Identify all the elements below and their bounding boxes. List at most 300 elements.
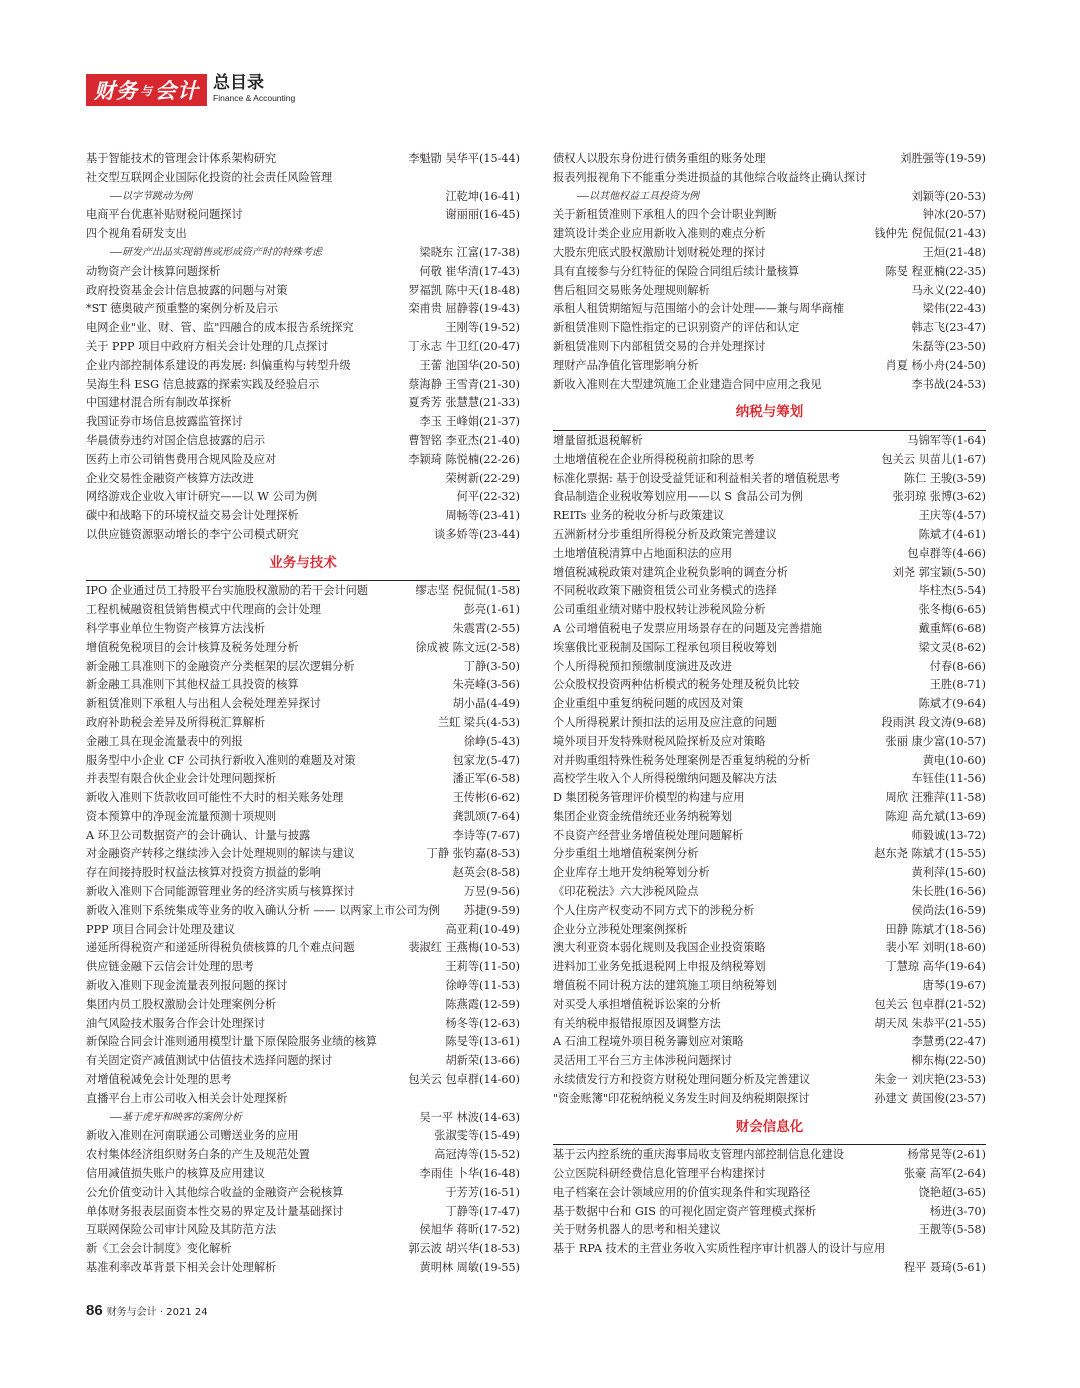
toc-entry bbox=[553, 639, 986, 658]
toc-entry bbox=[86, 507, 520, 526]
toc-entry bbox=[553, 1071, 986, 1090]
toc-entry bbox=[553, 977, 986, 996]
toc-entry bbox=[86, 488, 520, 507]
article-title: 新收入准则在河南联通公司赠送业务的应用 bbox=[86, 1129, 299, 1143]
article-title: 政府投资基金会计信息披露的问题与对策 bbox=[86, 283, 288, 297]
article-authors: 师毅诚(13-72) bbox=[909, 827, 986, 846]
toc-entry bbox=[553, 507, 986, 526]
article-authors: 丁静 张钧嘉(8-53) bbox=[425, 845, 520, 864]
article-title: 供应链金融下云信会计处理的思考 bbox=[86, 960, 254, 974]
article-title: REITs 业务的税收分析与政策建议 bbox=[553, 509, 725, 523]
logo-text-connector: 与 bbox=[140, 83, 154, 98]
article-authors: 马锦军等(1-64) bbox=[905, 432, 986, 451]
article-authors: 蔡海静 王雪青(21-30) bbox=[406, 376, 520, 395]
toc-entry bbox=[86, 1127, 520, 1146]
toc-entry bbox=[86, 827, 520, 846]
article-authors: 肖夏 杨小舟(24-50) bbox=[884, 357, 986, 376]
article-title: 新收入准则在大型建筑施工企业建造合同中应用之我见 bbox=[553, 377, 822, 391]
article-authors: 丁静(3-50) bbox=[462, 658, 520, 677]
article-title: 境外项目开发特殊财税风险探析及应对策略 bbox=[553, 734, 766, 748]
toc-left-column bbox=[86, 150, 520, 1278]
article-title: 埃塞俄比亚税制及国际工程承包项目税收筹划 bbox=[553, 640, 777, 654]
article-authors: 段雨淇 段文涛(9-68) bbox=[879, 714, 986, 733]
article-authors: 包关云 包卓群(21-52) bbox=[872, 996, 986, 1015]
article-title: 分步重组土地增值税案例分析 bbox=[553, 847, 699, 861]
article-title: 新保险合同会计准则通用模型计量下原保险服务业绩的核算 bbox=[86, 1035, 377, 1049]
toc-entry bbox=[86, 282, 520, 301]
page-title: 总目录 bbox=[213, 73, 265, 93]
toc-entry bbox=[553, 695, 986, 714]
article-title: 食品制造企业税收筹划应用——以 S 食品公司为例 bbox=[553, 490, 803, 504]
toc-entry bbox=[553, 752, 986, 771]
article-authors: 李魁勖 吴华平(15-44) bbox=[406, 150, 520, 169]
article-authors: 李慧勇(22-47) bbox=[909, 1033, 986, 1052]
article-title: 不良资产经营业务增值税处理问题解析 bbox=[553, 828, 744, 842]
toc-entry bbox=[86, 394, 520, 413]
article-authors: 朱震霄(2-55) bbox=[451, 620, 520, 639]
article-title: 直播平台上市公司收入相关会计处理探析 bbox=[86, 1091, 288, 1105]
article-title: ——研发产出品实现销售或形成资产时的特殊考虑 bbox=[110, 246, 323, 258]
article-title: 高校学生收入个人所得税缴纳问题及解决方法 bbox=[553, 772, 777, 786]
toc-entry bbox=[86, 601, 520, 620]
toc-entry bbox=[86, 338, 520, 357]
toc-entry bbox=[86, 319, 520, 338]
toc-entry bbox=[86, 620, 520, 639]
article-title: 新《工会会计制度》变化解析 bbox=[86, 1242, 232, 1256]
article-title: 理财产品净值化管理影响分析 bbox=[553, 358, 699, 372]
article-authors: 龚凯颂(7-64) bbox=[451, 808, 520, 827]
toc-entry bbox=[553, 263, 986, 282]
article-authors: 王烜(21-48) bbox=[921, 244, 986, 263]
toc-subtitle-row bbox=[86, 244, 520, 263]
article-authors: 赵英会(8-58) bbox=[451, 864, 520, 883]
article-authors: 高冠涛等(15-52) bbox=[432, 1146, 520, 1165]
article-authors: 李诗等(7-67) bbox=[451, 827, 520, 846]
article-title: 增值税减税政策对建筑企业税负影响的调查分析 bbox=[553, 565, 788, 579]
article-title: 有关纳税申报错报原因及调整方法 bbox=[553, 1016, 721, 1030]
section-divider bbox=[553, 430, 986, 431]
article-authors: 陈旻 程亚楠(22-35) bbox=[884, 263, 986, 282]
toc-entry bbox=[86, 789, 520, 808]
article-title: 大股东兜底式股权激励计划财税处理的探讨 bbox=[553, 245, 766, 259]
article-title: 不同税收政策下融资租赁公司业务模式的选择 bbox=[553, 584, 777, 598]
toc-entry bbox=[86, 639, 520, 658]
toc-entry bbox=[553, 526, 986, 545]
toc-entry bbox=[86, 695, 520, 714]
article-title: 动物资产会计核算问题探析 bbox=[86, 264, 221, 278]
article-title: 电网企业"业、财、管、监"四融合的成本报告系统探究 bbox=[86, 321, 354, 335]
article-title: 新金融工具准则下其他权益工具投资的核算 bbox=[86, 678, 299, 692]
article-title: 对买受人承担增值税诉讼案的分析 bbox=[553, 997, 721, 1011]
article-title: 企业分立涉税处理案例探析 bbox=[553, 922, 688, 936]
article-authors: 包关云 包卓群(14-60) bbox=[406, 1071, 520, 1090]
page-footer bbox=[86, 1302, 208, 1319]
article-title: 灵活用工平台三方主体涉税问题探讨 bbox=[553, 1054, 733, 1068]
toc-entry bbox=[553, 1221, 986, 1240]
article-authors: 张丽 康少富(10-57) bbox=[884, 733, 986, 752]
article-title: 电子档案在会计领域应用的价值实现条件和实现路径 bbox=[553, 1185, 811, 1199]
article-title: 新收入准则下现金流量表列报问题的探讨 bbox=[86, 979, 288, 993]
toc-entry bbox=[86, 263, 520, 282]
article-authors: 万昱(9-56) bbox=[462, 883, 520, 902]
article-authors: 刘胜强等(19-59) bbox=[898, 150, 986, 169]
article-title: 报表列报视角下不能重分类进损益的其他综合收益终止确认探讨 bbox=[553, 170, 867, 184]
article-authors: 柳东梅(22-50) bbox=[909, 1052, 986, 1071]
article-title: 我国证券市场信息披露监管探讨 bbox=[86, 415, 243, 429]
toc-entry bbox=[86, 770, 520, 789]
toc-entry bbox=[86, 206, 520, 225]
article-title: 信用减值损失账户的核算及应用建议 bbox=[86, 1167, 266, 1181]
article-authors: 徐峥(5-43) bbox=[462, 733, 520, 752]
article-authors: 侯旭华 蒋昕(17-52) bbox=[418, 1221, 520, 1240]
article-title: 公允价值变动计入其他综合收益的金融资产会税核算 bbox=[86, 1185, 344, 1199]
article-authors: 李颖琦 陈悦楠(22-26) bbox=[406, 451, 520, 470]
article-authors: 徐成被 陈文远(2-58) bbox=[413, 639, 520, 658]
article-title: 集团企业资金统借统还业务纳税筹划 bbox=[553, 809, 733, 823]
toc-entry bbox=[553, 1165, 986, 1184]
article-title: 基于数据中台和 GIS 的可视化固定资产管理模式探析 bbox=[553, 1204, 817, 1218]
toc-entry bbox=[553, 1146, 986, 1165]
toc-entry bbox=[86, 902, 520, 921]
article-authors: 韩志飞(23-47) bbox=[909, 319, 986, 338]
page-number: 86 bbox=[86, 1302, 103, 1319]
toc-subtitle-row bbox=[86, 1109, 520, 1128]
article-authors: 刘颖等(20-53) bbox=[909, 188, 986, 207]
article-title: 中国建材混合所有制改革探析 bbox=[86, 396, 232, 410]
article-authors: 裴淑红 王燕梅(10-53) bbox=[406, 939, 520, 958]
article-title: 服务型中小企业 CF 公司执行新收入准则的难题及对策 bbox=[86, 753, 356, 767]
article-title: 对并购重组特殊性税务处理案例是否重复纳税的分析 bbox=[553, 753, 811, 767]
toc-entry bbox=[86, 1090, 520, 1109]
article-authors: 毕柱杰(5-54) bbox=[917, 582, 986, 601]
toc-entry bbox=[86, 376, 520, 395]
article-authors: 王胜(8-71) bbox=[928, 676, 986, 695]
article-title: 基准利率改革背景下相关会计处理解析 bbox=[86, 1261, 277, 1275]
article-title: D 集团税务管理评价模型的构建与应用 bbox=[553, 791, 745, 805]
article-authors: 吴一平 林波(14-63) bbox=[418, 1109, 520, 1128]
article-authors: 丁静等(17-47) bbox=[443, 1203, 520, 1222]
article-authors: 高亚莉(10-49) bbox=[443, 921, 520, 940]
toc-entry bbox=[553, 282, 986, 301]
article-title: "资金账簿"印花税纳税义务发生时间及纳税期限探讨 bbox=[553, 1091, 810, 1105]
article-authors: 王刚等(19-52) bbox=[443, 319, 520, 338]
section-divider bbox=[553, 1144, 986, 1145]
toc-entry bbox=[553, 714, 986, 733]
article-authors: 王靓等(5-58) bbox=[917, 1221, 986, 1240]
toc-entry bbox=[553, 470, 986, 489]
article-title: 政府补助税会差异及所得税汇算解析 bbox=[86, 715, 266, 729]
article-authors: 张淑雯等(15-49) bbox=[432, 1127, 520, 1146]
article-title: 吴海生科 ESG 信息披露的探索实践及经验启示 bbox=[86, 377, 320, 391]
article-title: 农村集体经济组织财务白条的产生及规范处置 bbox=[86, 1148, 310, 1162]
article-authors: 缪志坚 倪侃侃(1-58) bbox=[413, 582, 520, 601]
article-title: 标准化票据: 基于创设受益凭证和利益相关者的增值税思考 bbox=[553, 471, 841, 485]
article-title: 关于财务机器人的思考和相关建议 bbox=[553, 1223, 721, 1237]
journal-logo bbox=[86, 74, 207, 106]
toc-entry bbox=[553, 545, 986, 564]
article-authors: 陈仁 王骏(3-59) bbox=[902, 470, 986, 489]
article-title: 医药上市公司销售费用合规风险及应对 bbox=[86, 452, 277, 466]
article-authors: 丁慧琼 高华(19-64) bbox=[884, 958, 986, 977]
article-title: 电商平台优惠补贴财税问题探讨 bbox=[86, 208, 243, 222]
article-authors: 马永义(22-40) bbox=[909, 282, 986, 301]
article-title: 五洲新材分步重组所得税分析及政策完善建议 bbox=[553, 527, 777, 541]
toc-entry bbox=[86, 714, 520, 733]
article-authors: 裴小军 刘明(18-60) bbox=[884, 939, 986, 958]
article-title: 澳大利亚资本弱化规则及我国企业投资策略 bbox=[553, 941, 766, 955]
toc-entry bbox=[553, 244, 986, 263]
toc-entry bbox=[553, 883, 986, 902]
article-title: 公司重组业绩对赌中股权转让涉税风险分析 bbox=[553, 603, 766, 617]
article-authors: 包关云 贝苗儿(1-67) bbox=[879, 451, 986, 470]
toc-entry bbox=[86, 1184, 520, 1203]
toc-entry bbox=[86, 582, 520, 601]
article-title: 油气风险技术服务合作会计处理探讨 bbox=[86, 1016, 266, 1030]
toc-entry bbox=[86, 845, 520, 864]
article-title: 债权人以股东身份进行债务重组的账务处理 bbox=[553, 152, 766, 165]
toc-entry bbox=[86, 808, 520, 827]
article-title: ——基于虎牙和映客的案例分析 bbox=[110, 1111, 243, 1123]
article-title: 新金融工具准则下的金融资产分类框架的层次逻辑分析 bbox=[86, 659, 355, 673]
article-authors: 黄明林 周敏(19-55) bbox=[418, 1259, 520, 1278]
article-authors: 丁永志 牛卫红(20-47) bbox=[406, 338, 520, 357]
article-authors: 胡天凤 朱恭平(21-55) bbox=[872, 1015, 986, 1034]
article-title: 新租赁准则下承租人与出租人会税处理差异探讨 bbox=[86, 697, 321, 711]
article-title: A 环卫公司数据资产的会计确认、计量与披露 bbox=[86, 828, 311, 842]
article-title: 个人所得税预扣预缴制度演进及改进 bbox=[553, 659, 733, 673]
article-title: 存在间接持股时权益法核算对投资方损益的影响 bbox=[86, 866, 321, 880]
article-authors: 梁文灵(8-62) bbox=[917, 639, 986, 658]
toc-entry bbox=[553, 845, 986, 864]
toc-subtitle-row bbox=[86, 188, 520, 207]
article-authors: 杨进(3-70) bbox=[928, 1203, 986, 1222]
toc-entry bbox=[86, 470, 520, 489]
toc-entry bbox=[553, 1240, 986, 1259]
toc-entry bbox=[553, 319, 986, 338]
article-title: 工程机械融资租赁销售模式中代理商的会计处理 bbox=[86, 603, 321, 617]
article-authors: 王蕾 池国华(20-50) bbox=[418, 357, 520, 376]
toc-entry bbox=[553, 206, 986, 225]
article-title: IPO 企业通过员工持股平台实施股权激励的若干会计问题 bbox=[86, 584, 368, 598]
toc-entry bbox=[86, 958, 520, 977]
article-title: ——以字节跳动为例 bbox=[110, 190, 193, 202]
toc-entry bbox=[553, 1203, 986, 1222]
toc-entry bbox=[553, 733, 986, 752]
article-authors: 包家龙(5-47) bbox=[451, 752, 520, 771]
article-title: 华晨债券违约对国企信息披露的启示 bbox=[86, 433, 266, 447]
toc-entry bbox=[553, 676, 986, 695]
article-title: 新收入准则下货款收回可能性不大时的相关账务处理 bbox=[86, 791, 344, 805]
article-title: 基于智能技术的管理会计体系架构研究 bbox=[86, 152, 277, 165]
article-title: A 公司增值税电子发票应用场景存在的问题及完善措施 bbox=[553, 621, 822, 635]
toc-subtitle-row bbox=[553, 188, 986, 207]
toc-entry bbox=[553, 564, 986, 583]
article-title: 网络游戏企业收入审计研究——以 W 公司为例 bbox=[86, 490, 318, 504]
logo-text-tail: 会计 bbox=[155, 78, 200, 103]
article-authors: 彭亮(1-61) bbox=[462, 601, 520, 620]
article-authors: 谈多娇等(23-44) bbox=[432, 526, 520, 545]
toc-entry bbox=[86, 150, 520, 169]
toc-entry bbox=[86, 1203, 520, 1222]
article-title: 个人住房产权变动不同方式下的涉税分析 bbox=[553, 903, 755, 917]
toc-entry bbox=[86, 432, 520, 451]
article-title: 以供应链资源驱动增长的李宁公司模式研究 bbox=[86, 527, 299, 541]
article-authors: 陈迎 高允斌(13-69) bbox=[884, 808, 986, 827]
article-authors: 周畅等(23-41) bbox=[443, 507, 520, 526]
toc-entry bbox=[86, 883, 520, 902]
article-title: 进料加工业务免抵退税网上申报及纳税筹划 bbox=[553, 960, 766, 974]
article-authors: 何平(22-32) bbox=[455, 488, 520, 507]
article-authors: 陈燕霞(12-59) bbox=[443, 996, 520, 1015]
article-title: 新收入准则下合同能源管理业务的经济实质与核算探讨 bbox=[86, 885, 355, 899]
toc-entry bbox=[553, 808, 986, 827]
article-authors: 赵东尧 陈斌才(15-55) bbox=[872, 845, 986, 864]
section-title: 财会信息化 bbox=[735, 1118, 804, 1135]
article-title: 个人所得税累计预扣法的运用及应注意的问题 bbox=[553, 715, 777, 729]
title-block bbox=[213, 74, 295, 104]
article-authors: 谢丽丽(16-45) bbox=[443, 206, 520, 225]
article-title: 土地增值税清算中占地面积法的应用 bbox=[553, 546, 733, 560]
article-authors: 钱仲先 倪侃侃(21-43) bbox=[872, 225, 986, 244]
article-authors: 兰虹 梁兵(4-53) bbox=[436, 714, 520, 733]
toc-entry bbox=[86, 357, 520, 376]
toc-entry bbox=[553, 488, 986, 507]
article-title: 企业库存土地开发纳税筹划分析 bbox=[553, 866, 710, 880]
page-subtitle: Finance & Accounting bbox=[213, 93, 296, 103]
article-title: 互联网保险公司审计风险及其防范方法 bbox=[86, 1223, 277, 1237]
article-title: 关于新租赁准则下承租人的四个会计职业判断 bbox=[553, 208, 777, 222]
toc-entry bbox=[86, 977, 520, 996]
toc-entry bbox=[553, 620, 986, 639]
toc-entry bbox=[86, 733, 520, 752]
article-authors: 周欣 汪雅萍(11-58) bbox=[884, 789, 986, 808]
toc-entry bbox=[86, 676, 520, 695]
article-authors: 苏捷(9-59) bbox=[462, 902, 520, 921]
article-authors: 栾甫贵 屈静蓉(19-43) bbox=[406, 300, 520, 319]
toc-entry bbox=[86, 413, 520, 432]
article-authors: 李雨佳 卜华(16-48) bbox=[418, 1165, 520, 1184]
article-authors: 孙建文 黄国俊(23-57) bbox=[872, 1090, 986, 1109]
article-title: 公众股权投资两种估析模式的税务处理及税负比较 bbox=[553, 678, 800, 692]
toc-entry bbox=[86, 996, 520, 1015]
article-authors: 郭云波 胡兴华(18-53) bbox=[406, 1240, 520, 1259]
article-authors: 李书战(24-53) bbox=[909, 376, 986, 395]
section-header bbox=[553, 394, 986, 432]
toc-entry bbox=[86, 1221, 520, 1240]
section-header bbox=[553, 1109, 986, 1147]
article-authors: 饶艳超(3-65) bbox=[917, 1184, 986, 1203]
article-authors: 程平 聂琦(5-61) bbox=[902, 1259, 986, 1278]
toc-entry bbox=[553, 658, 986, 677]
toc-entry bbox=[86, 921, 520, 940]
toc-entry bbox=[553, 939, 986, 958]
toc-entry bbox=[553, 1184, 986, 1203]
article-authors: 何敬 崔华清(17-43) bbox=[418, 263, 520, 282]
toc-entry bbox=[553, 601, 986, 620]
article-authors: 梁晓东 江富(17-38) bbox=[418, 244, 520, 263]
article-title: 企业交易性金融资产核算方法改进 bbox=[86, 471, 254, 485]
article-title: 对金融资产转移之继续涉入会计处理规则的解读与建议 bbox=[86, 847, 355, 861]
toc-entry bbox=[553, 1090, 986, 1109]
article-title: 永续债发行方和投资方财税处理问题分析及完善建议 bbox=[553, 1073, 811, 1087]
toc-entry bbox=[553, 582, 986, 601]
article-authors: 张豪 高军(2-64) bbox=[902, 1165, 986, 1184]
article-authors: 刘尧 郭宝颖(5-50) bbox=[891, 564, 986, 583]
toc-entry bbox=[553, 864, 986, 883]
section-divider bbox=[86, 580, 520, 581]
section-title: 纳税与筹划 bbox=[735, 404, 804, 421]
article-title: 具有直接参与分红特征的保险合同组后续计量核算 bbox=[553, 264, 800, 278]
toc-entry bbox=[553, 432, 986, 451]
article-title: 碳中和战略下的环境权益交易会计处理探析 bbox=[86, 509, 299, 523]
article-authors: 朱亮峰(3-56) bbox=[451, 676, 520, 695]
article-title: 基于 RPA 技术的主营业务收入实质性程序审计机器人的设计与应用 bbox=[553, 1242, 886, 1256]
toc-entry bbox=[86, 169, 520, 188]
article-authors: 陈斌才(9-64) bbox=[917, 695, 986, 714]
article-authors: 杨冬等(12-63) bbox=[443, 1015, 520, 1034]
article-title: 关于 PPP 项目中政府方相关会计处理的几点探讨 bbox=[86, 339, 329, 353]
article-authors: 唐琴(19-67) bbox=[921, 977, 986, 996]
article-title: 递延所得税资产和递延所得税负债核算的几个难点问题 bbox=[86, 941, 355, 955]
article-authors: 钟冰(20-57) bbox=[921, 206, 986, 225]
toc-entry bbox=[553, 300, 986, 319]
toc-entry bbox=[86, 225, 520, 244]
article-authors: 田静 陈斌才(18-56) bbox=[884, 921, 986, 940]
toc-entry bbox=[86, 1259, 520, 1278]
article-title: 新收入准则下系统集成等业务的收入确认分析 —— 以两家上市公司为例 bbox=[86, 903, 440, 917]
article-authors: 侯尚法(16-59) bbox=[909, 902, 986, 921]
toc-entry bbox=[553, 1033, 986, 1052]
article-title: 企业重组中重复纳税问题的成因及对策 bbox=[553, 697, 744, 711]
toc-entry bbox=[86, 1165, 520, 1184]
article-title: *ST 德奥破产预重整的案例分析及启示 bbox=[86, 302, 279, 316]
article-authors: 荣树新(22-29) bbox=[443, 470, 520, 489]
article-authors: 李玉 王峰娟(21-37) bbox=[418, 413, 520, 432]
toc-entry bbox=[553, 1052, 986, 1071]
footer-journal: 财务与会计 · 2021 24 bbox=[106, 1307, 208, 1318]
article-authors: 梁伟(22-43) bbox=[921, 300, 986, 319]
toc-entry bbox=[553, 338, 986, 357]
article-authors: 包卓群等(4-66) bbox=[905, 545, 986, 564]
toc-entry bbox=[86, 939, 520, 958]
article-title: 增量留抵退税解析 bbox=[553, 433, 643, 447]
article-title: 公立医院科研经费信息化管理平台构建探讨 bbox=[553, 1167, 766, 1181]
article-authors: 陈斌才(4-61) bbox=[917, 526, 986, 545]
article-authors: 于芳芳(16-51) bbox=[443, 1184, 520, 1203]
toc-entry bbox=[86, 1146, 520, 1165]
article-title: 单体财务报表层面资本性交易的界定及计量基础探讨 bbox=[86, 1204, 344, 1218]
article-authors: 张羽琼 张博(3-62) bbox=[891, 488, 986, 507]
page-header bbox=[86, 74, 295, 114]
article-title: 科学事业单位生物资产核算方法浅析 bbox=[86, 621, 266, 635]
toc-entry bbox=[86, 1033, 520, 1052]
article-authors: 黄利萍(15-60) bbox=[909, 864, 986, 883]
article-title: 集团内员工股权激励会计处理案例分析 bbox=[86, 997, 277, 1011]
article-title: 四个视角看研发支出 bbox=[86, 227, 187, 241]
article-authors: 江乾坤(16-41) bbox=[443, 188, 520, 207]
article-title: 售后租回交易账务处理规则解析 bbox=[553, 283, 710, 297]
article-title: 企业内部控制体系建设的再发展: 纠偏重构与转型升级 bbox=[86, 358, 351, 372]
article-title: 建筑设计类企业应用新收入准则的难点分析 bbox=[553, 227, 766, 241]
article-authors: 王传彬(6-62) bbox=[451, 789, 520, 808]
toc-entry bbox=[86, 1071, 520, 1090]
toc-entry bbox=[86, 526, 520, 545]
article-authors: 张冬梅(6-65) bbox=[917, 601, 986, 620]
toc-entry bbox=[86, 1052, 520, 1071]
article-title: 新租赁准则下隐性指定的已识别资产的评估和认定 bbox=[553, 321, 800, 335]
toc-entry bbox=[553, 169, 986, 188]
article-title: A 石油工程境外项目税务籌划应对策略 bbox=[553, 1035, 744, 1049]
